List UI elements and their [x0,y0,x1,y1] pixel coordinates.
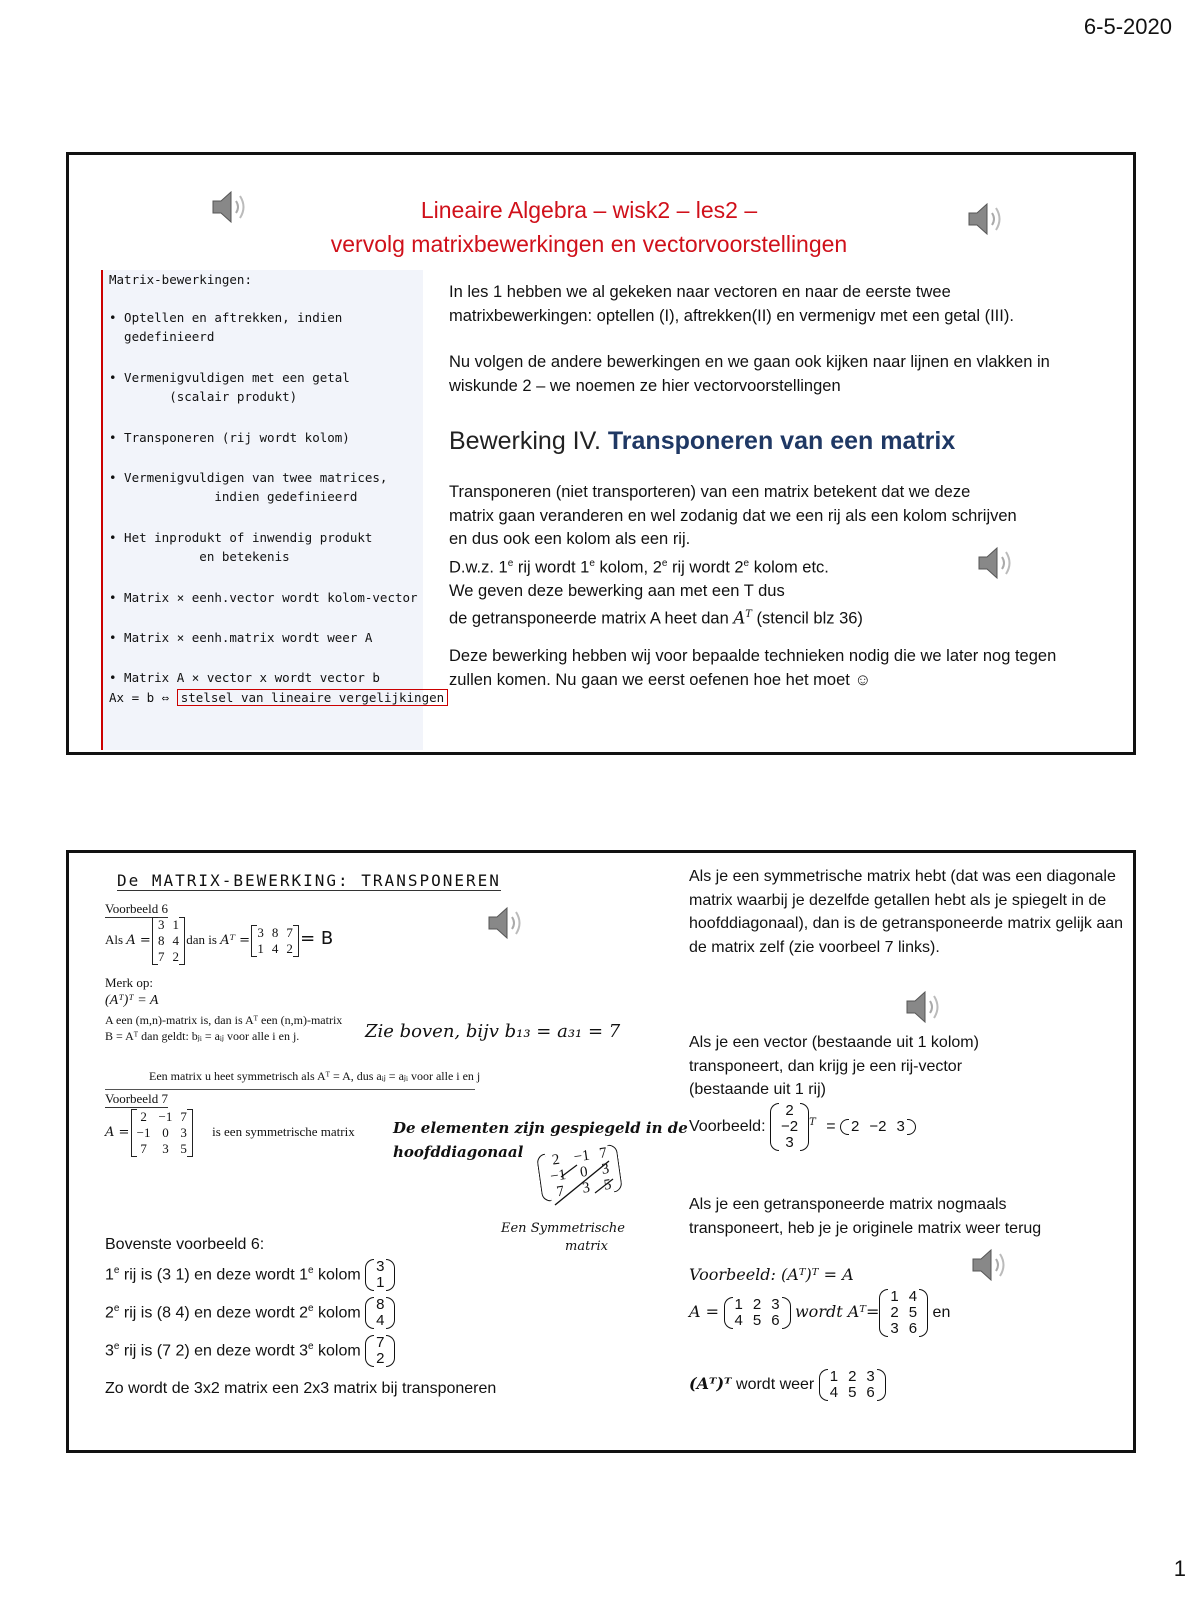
matrix-cell: 1 [376,1274,385,1292]
matrix-symmetric [133,1109,191,1157]
att-result: (Aᵀ)ᵀ wordt weer 1 2 3 4 5 6 [689,1369,1129,1401]
matrix-cell: 4 [271,941,279,956]
matrix-cell: 3 [771,1296,780,1313]
example-6 [105,917,333,965]
matrix-cell: 5 [602,1176,613,1194]
def-line: de getransponeerde matrix A heet dan $A^T$ (stencil blz 36) [449,608,863,628]
list-item: • Matrix × eenh.vector wordt kolom-vector [109,590,418,605]
double-transpose-example: A = 1 2 3 4 5 6 wordt Aᵀ= 1 4 2 5 3 6 en [689,1288,951,1337]
def-line: We geven deze bewerking aan met een T dus [449,581,785,600]
r-para-1: Als je een symmetrische matrix hebt (dat was een diagonale matrix waarbij je dezelfde getallen hebt als je spiegelt in de hoofddiagonaal), dan is de getransponeerde matrix gelijk aan de matrix zelf (zie voorbeel 7 links). [689,868,1124,956]
section-heading [449,427,955,456]
symmetric-text: is een symmetrische matrix [212,1123,355,1139]
matrix-a2 [724,1297,791,1329]
closing-paragraph [449,645,1089,692]
symmetric-paragraph [689,865,1129,959]
row-1-vector [365,1259,395,1291]
speaker-icon[interactable] [965,199,1007,239]
definition-paragraph [449,481,1089,631]
matrix-cell: 4 [908,1288,918,1305]
heading-bold: Transponeren van een matrix [607,427,956,455]
title-line-2: vervolg matrixbewerkingen en vectorvoorstellingen [330,231,848,257]
att-eq-a: (Aᵀ)ᵀ = A [105,993,159,1008]
para-2: Nu volgen de andere bewerkingen en we gaan ook kijken naar lijnen en vlakken in wiskunde 2 – we noemen ze hier vectorvoorstellingen [449,353,1050,395]
matrix-cell: 3 [600,1160,611,1178]
a-eq: A = [126,932,151,948]
matrix-cell: 3 [162,1141,169,1156]
matrix-cell: −2 [780,1118,799,1135]
title-line-1: Lineaire Algebra – wisk2 – les2 – [420,197,758,223]
intro-paragraph [449,281,1089,328]
handwritten-sym-1: Een Symmetrische [501,1221,625,1236]
matrix-a3 [819,1369,886,1401]
matrix-cell: 7 [598,1145,609,1162]
matrix-a [154,917,183,965]
list-item: • Het inprodukt of inwendig produkt en betekenis [109,530,373,564]
list-item: • Matrix × eenh.matrix wordt weer A [109,630,373,645]
list-last-line [109,688,448,707]
matrix-cell: 1 [734,1296,743,1313]
speaker-icon[interactable] [903,987,945,1027]
handwritten-mirror-2: hoofddiagonaal [393,1143,524,1161]
b-line: B = Aᵀ dan geldt: bⱼᵢ = aᵢⱼ voor alle i en j. [105,1029,300,1043]
symmetric-definition: Een matrix u heet symmetrisch als Aᵀ = A, dus aᵢⱼ = aⱼᵢ voor alle i en j [149,1069,481,1083]
at-eq: Aᵀ = [220,932,251,948]
matrix-cell: 7 [286,925,293,940]
para-1: In les 1 hebben we al gekeken naar vectoren en naar de eerste twee matrixbewerkingen: optellen (I), aftrekken(II) en vermenigv met een getal (III). [449,283,1014,325]
divider [105,1089,475,1090]
matrix-cell: 3 [866,1368,875,1385]
eq-b: = B [300,927,334,949]
para-4: Deze bewerking hebben wij voor bepaalde technieken nodig die we later nog tegen zullen komen. Nu gaan we eerst oefenen hoe het moet ☺ [449,647,1057,689]
matrix-cell: 8 [157,933,165,948]
matrix-cell: 5 [908,1304,918,1321]
vector-example: Voorbeeld: 2 −2 3 $^T$ = 2 −2 3 [689,1103,1129,1151]
matrix-cell: 4 [172,933,179,948]
matrix-cell: 7 [555,1183,566,1201]
matrix-cell: 4 [829,1384,839,1401]
matrix-cell: 1 [257,941,264,956]
mirror-arrows [547,1153,627,1213]
matrix-cell: 2 [848,1368,857,1385]
page-date: 6-5-2020 [1083,14,1172,39]
matrix-cell: 3 [785,1134,794,1151]
ax-eq-b: Ax = b ⇔ [109,690,170,705]
voorbeeld-6-label: Voorbeeld 6 [105,901,168,916]
bovenste-title: Bovenste voorbeeld 6: [105,1236,265,1253]
matrix-cell: 2 [752,1296,762,1313]
vector-paragraph [689,1031,1019,1102]
matrix-cell: 4 [376,1312,385,1330]
matrix-cell: 5 [752,1312,762,1329]
matrix-cell: −1 [549,1166,568,1186]
speaker-icon[interactable] [209,187,251,227]
def-line: en dus ook een kolom als een rij. [449,530,691,548]
matrix-cell: 2 [140,1109,147,1124]
merk-op: Merk op: [105,975,154,990]
matrix-cell: 8 [271,925,279,940]
matrix-cell: 6 [908,1320,918,1337]
list-item: • Transponeren (rij wordt kolom) [109,430,350,445]
matrix-at2 [879,1289,928,1337]
matrix-cell: −1 [572,1147,591,1166]
list-item: • Matrix A × vector x wordt vector b [109,670,380,685]
matrix-cell: 8 [376,1296,385,1314]
matrix-cell: 2 [851,1118,860,1135]
handwritten-title: De MATRIX-BEWERKING: TRANSPONEREN [117,871,501,890]
list-item: • Vermenigvuldigen met een getal (scalair produkt) [109,370,350,404]
matrix-cell: 2 [172,949,179,964]
speaker-icon[interactable] [485,903,527,943]
matrix-cell: 7 [180,1109,187,1124]
def-line: D.w.z. 1e rij wordt 1e kolom, 2e rij wordt 2e kolom etc. [449,557,829,576]
list-item: • Vermenigvuldigen van twee matrices, indien gedefinieerd [109,470,388,504]
matrix-cell: 1 [829,1368,839,1385]
row-3-vector [365,1335,395,1367]
matrix-cell: 2 [890,1304,899,1321]
matrix-cell: 3 [257,925,264,940]
column-vector [770,1103,809,1151]
matrix-at [253,925,297,957]
next-paragraph [449,351,1089,398]
matrix-cell: 6 [771,1312,780,1329]
matrix-cell: 2 [376,1350,385,1368]
voorbeeld-label: Voorbeeld: [689,1118,766,1136]
heading-prefix: Bewerking IV. [449,427,601,455]
row-2-line: 2e rij is (8 4) en deze wordt 2e kolom 8 4 [105,1297,395,1329]
matrix-cell: 5 [180,1141,187,1156]
handwritten-note: Zie boven, bijv b₁₃ = a₃₁ = 7 [365,1021,621,1042]
matrix-cell: 3 [896,1118,905,1135]
matrix-cell: 1 [890,1288,899,1305]
slide-2 [66,850,1136,1453]
matrix-cell: 7 [376,1334,385,1352]
matrix-cell: 1 [172,917,179,932]
matrix-cell: 0 [162,1125,169,1140]
matrix-cell: 3 [376,1258,385,1276]
matrix-cell: 7 [140,1141,147,1156]
list-item: • Optellen en aftrekken, indien gedefinieerd [109,310,343,344]
matrix-cell: −1 [158,1109,173,1124]
row-vector [840,1119,916,1135]
mn-line: A een (m,n)-matrix is, dan is Aᵀ een (n,m)-matrix [105,1013,343,1027]
handwritten-mirror-1: De elementen zijn gespiegeld in de [393,1119,688,1137]
example-7: A = 2 −1 7 −1 0 3 7 3 5 is een symmetrische matrix [105,1109,355,1156]
matrix-cell: 4 [734,1312,743,1329]
matrix-cell: 2 [286,941,293,956]
row-3-line: 3e rij is (7 2) en deze wordt 3e kolom 7 2 [105,1335,395,1367]
slide-1 [66,152,1136,755]
matrix-cell: −1 [136,1125,151,1140]
def-line: Transponeren (niet transporteren) van een matrix betekent dat we deze [449,483,971,501]
row-1-line: 1e rij is (3 1) en deze wordt 1e kolom 3 1 [105,1259,395,1291]
matrix-cell: −2 [869,1118,887,1135]
boxed-text: stelsel van lineaire vergelijkingen [177,689,448,706]
als-label: Als [105,931,124,947]
matrix-cell: 2 [551,1151,561,1169]
r-para-2: Als je een vector (bestaande uit 1 kolom) transponeert, dan krijg je een rij-vector (bestaande uit 1 rij) [689,1034,979,1098]
operations-list [101,270,445,750]
matrix-cell: 5 [848,1384,857,1401]
matrix-cell: 3 [157,917,165,932]
matrix-cell: 3 [180,1125,187,1140]
voorbeeld-7-label: Voorbeeld 7 [105,1091,168,1106]
def-line: matrix gaan veranderen en wel zodanig dat we een rij als een kolom schrijven [449,506,1017,525]
double-transpose-paragraph [689,1193,1059,1240]
matrix-cell: 6 [866,1384,875,1401]
matrix-cell: 3 [581,1179,591,1197]
row-2-vector [365,1297,395,1329]
voorbeeld-att: Voorbeeld: (Aᵀ)ᵀ = A [689,1265,854,1284]
handwritten-sym-2: matrix [565,1239,609,1254]
dan-is-label: dan is [186,931,217,947]
matrix-cell: 3 [890,1320,899,1337]
conclusion-text: Zo wordt de 3x2 matrix een 2x3 matrix bij transponeren [105,1380,497,1397]
list-heading: Matrix-bewerkingen: [109,272,252,287]
slide-title [269,193,909,261]
page-number: 1 [1173,1556,1186,1581]
matrix-cell: 0 [579,1163,589,1181]
r-para-3: Als je een getransponeerde matrix nogmaals transponeert, heb je je originele matrix weer terug [689,1196,1042,1237]
matrix-cell: 7 [157,949,165,964]
matrix-cell: 2 [785,1102,794,1119]
